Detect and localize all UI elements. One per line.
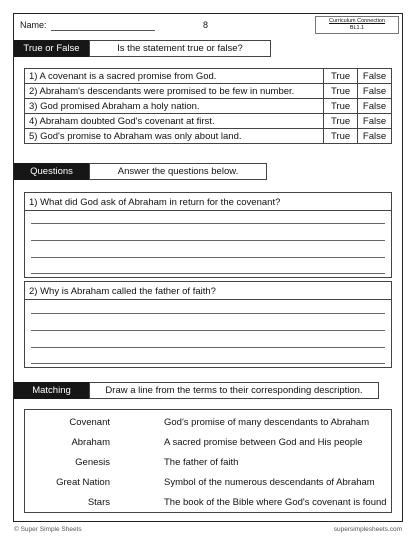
question-box-1	[24, 192, 392, 278]
matching-description[interactable]: The book of the Bible where God's covenant is found	[164, 497, 387, 508]
curriculum-connection-box	[315, 16, 399, 34]
matching-description[interactable]: A sacred promise between God and His people	[164, 437, 363, 448]
question-prompt: 1) What did God ask of Abraham in return for the covenant?	[25, 193, 391, 211]
matching-description[interactable]: God's promise of many descendants to Abraham	[164, 417, 370, 428]
question-prompt: 2) Why is Abraham called the father of faith?	[25, 282, 391, 300]
answer-line[interactable]	[31, 223, 385, 224]
matching-term[interactable]: Stars	[87, 497, 110, 508]
true-false-row	[25, 99, 392, 114]
question-box-2	[24, 281, 392, 368]
true-false-statement: 2) Abraham's descendants were promised to be few in number.	[25, 84, 324, 99]
questions-instruction: Answer the questions below.	[89, 163, 267, 180]
true-option[interactable]: True	[324, 114, 358, 129]
false-option[interactable]: False	[358, 69, 392, 84]
matching-instruction: Draw a line from the terms to their corresponding description.	[89, 382, 379, 399]
true-false-table	[24, 68, 392, 144]
true-option[interactable]: True	[324, 99, 358, 114]
name-field[interactable]	[51, 30, 155, 31]
answer-line[interactable]	[31, 313, 385, 314]
answer-line[interactable]	[31, 257, 385, 258]
true-false-title: True or False	[14, 40, 89, 57]
footer-website: supersimplesheets.com	[333, 526, 402, 533]
true-option[interactable]: True	[324, 69, 358, 84]
answer-line[interactable]	[31, 363, 385, 364]
matching-term[interactable]: Genesis	[75, 457, 110, 468]
answer-line[interactable]	[31, 347, 385, 348]
questions-title: Questions	[14, 163, 89, 180]
matching-term[interactable]: Great Nation	[56, 477, 110, 488]
true-false-statement: 4) Abraham doubted God's covenant at first.	[25, 114, 324, 129]
true-false-statement: 3) God promised Abraham a holy nation.	[25, 99, 324, 114]
false-option[interactable]: False	[358, 99, 392, 114]
true-option[interactable]: True	[324, 84, 358, 99]
true-false-instruction: Is the statement true or false?	[89, 40, 271, 57]
false-option[interactable]: False	[358, 114, 392, 129]
matching-title: Matching	[14, 382, 89, 399]
matching-box	[24, 409, 392, 513]
name-label: Name:	[20, 20, 47, 30]
true-false-statement: 1) A covenant is a sacred promise from God.	[25, 69, 324, 84]
true-false-row	[25, 84, 392, 99]
curriculum-code: BL1.1	[349, 25, 365, 31]
false-option[interactable]: False	[358, 129, 392, 144]
answer-line[interactable]	[31, 240, 385, 241]
true-false-row	[25, 69, 392, 84]
answer-line[interactable]	[31, 273, 385, 274]
answer-line[interactable]	[31, 330, 385, 331]
false-option[interactable]: False	[358, 84, 392, 99]
true-false-statement: 5) God's promise to Abraham was only about land.	[25, 129, 324, 144]
true-false-row	[25, 129, 392, 144]
footer-copyright: © Super Simple Sheets	[14, 526, 82, 533]
true-false-row	[25, 114, 392, 129]
curriculum-title: Curriculum Connection	[329, 18, 385, 24]
page-number: 8	[203, 20, 209, 30]
matching-description[interactable]: Symbol of the numerous descendants of Abraham	[164, 477, 375, 488]
matching-term[interactable]: Abraham	[71, 437, 110, 448]
matching-description[interactable]: The father of faith	[164, 457, 239, 468]
matching-term[interactable]: Covenant	[69, 417, 110, 428]
true-option[interactable]: True	[324, 129, 358, 144]
